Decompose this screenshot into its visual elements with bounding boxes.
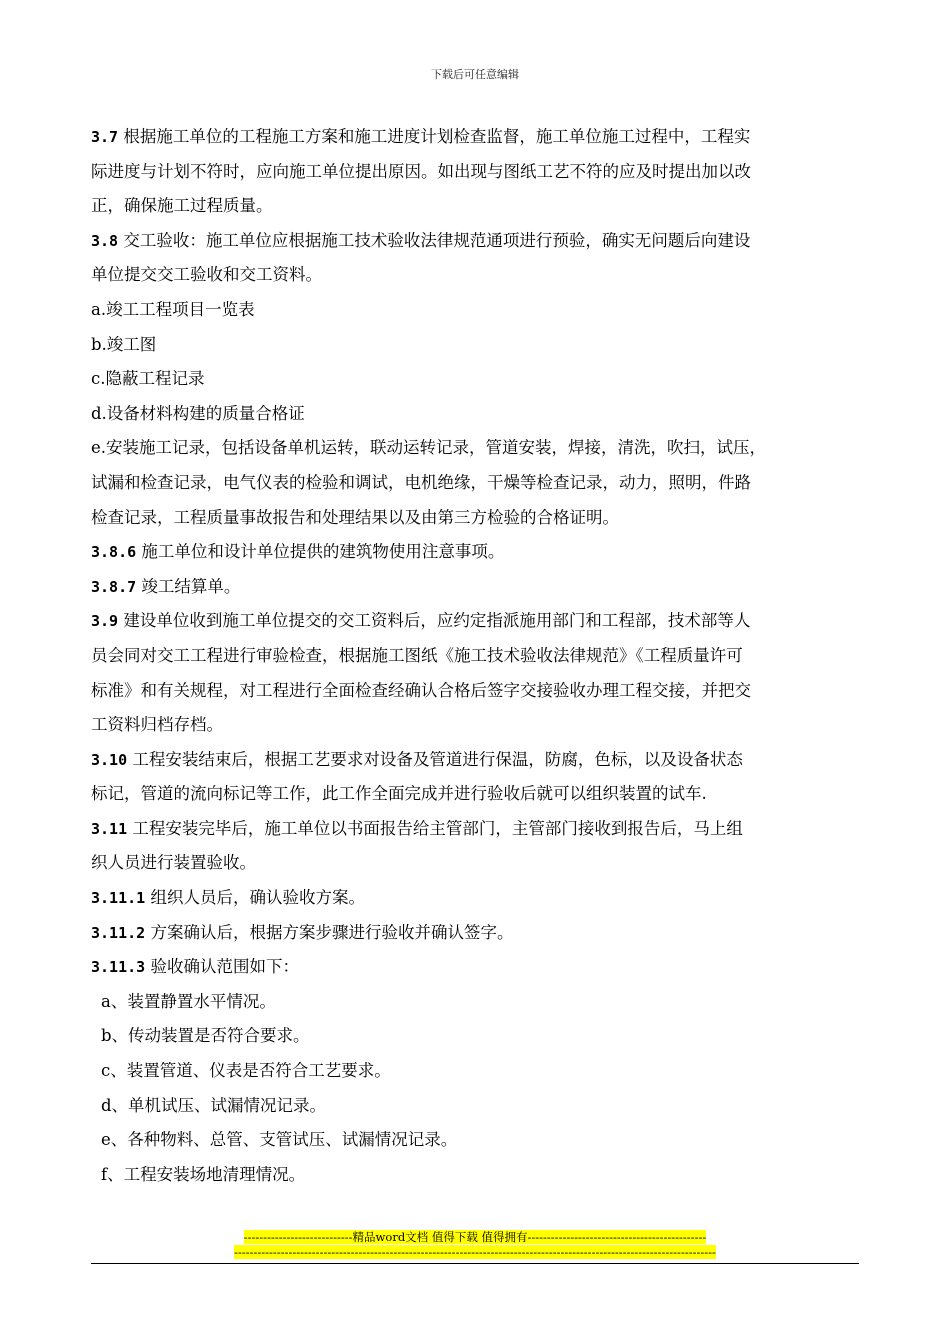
paragraph-line (91, 1089, 869, 1124)
paragraph-line (91, 362, 869, 397)
line-text: 单位提交交工验收和交工资料。 (91, 265, 322, 285)
line-text: 验收确认范围如下： (150, 957, 299, 977)
line-text: 竣工结算单。 (141, 576, 241, 596)
line-text: 检查记录，工程质量事故报告和处理结果以及由第三方检验的合格证明。 (91, 507, 619, 527)
section-number: 3.11.2 (91, 923, 146, 942)
line-text: 织人员进行装置验收。 (91, 853, 256, 873)
paragraph-line (91, 189, 869, 224)
paragraph-line (91, 743, 869, 778)
footer-banner-text-2: ---------------------------------------------------------------------------------------------------------------------------- (234, 1245, 716, 1259)
line-text: 组织人员后，确认验收方案。 (150, 888, 365, 908)
paragraph-line (91, 258, 869, 293)
paragraph-line (91, 466, 869, 501)
line-text: 建设单位收到施工单位提交的交工资料后，应约定指派施用部门和工程部，技术部等人 (123, 611, 751, 631)
paragraph-line (91, 224, 869, 259)
footer-banner-line-1 (0, 1230, 950, 1244)
paragraph-line (91, 639, 869, 674)
line-text: 际进度与计划不符时，应向施工单位提出原因。如出现与图纸工艺不符的应及时提出加以改 (91, 161, 751, 181)
line-text: 正，确保施工过程质量。 (91, 196, 273, 216)
paragraph-line (91, 1158, 869, 1193)
line-text: c.隐蔽工程记录 (91, 369, 205, 389)
paragraph-line (91, 328, 869, 363)
paragraph-line (91, 846, 869, 881)
line-text: c、装置管道、仪表是否符合工艺要求。 (101, 1061, 391, 1081)
line-text: b.竣工图 (91, 334, 157, 354)
paragraph-line (91, 674, 869, 709)
section-number: 3.8.7 (91, 577, 137, 596)
footer-banner-line-2 (0, 1245, 950, 1259)
section-number: 3.11.1 (91, 889, 146, 908)
line-text: e.安装施工记录，包括设备单机运转，联动运转记录，管道安装，焊接，清洗，吹扫，试压， (91, 438, 767, 458)
paragraph-line (91, 397, 869, 432)
section-number: 3.8.6 (91, 543, 137, 562)
paragraph-line (91, 708, 869, 743)
paragraph-line (91, 570, 869, 605)
line-text: d.设备材料构建的质量合格证 (91, 403, 305, 423)
line-text: 标准》和有关规程，对工程进行全面检查经确认合格后签字交接验收办理工程交接，并把交 (91, 680, 751, 700)
paragraph-line (91, 501, 869, 536)
line-text: 方案确认后，根据方案步骤进行验收并确认签字。 (150, 922, 514, 942)
line-text: 工资料归档存档。 (91, 715, 223, 735)
paragraph-line (91, 916, 869, 951)
section-number: 3.8 (91, 231, 119, 250)
line-text: a、装置静置水平情况。 (101, 991, 276, 1011)
line-text: 工程安装结束后，根据工艺要求对设备及管道进行保温，防腐，色标，以及设备状态 (132, 749, 743, 769)
paragraph-line (91, 881, 869, 916)
section-number: 3.11 (91, 819, 128, 838)
line-text: b、传动装置是否符合要求。 (101, 1026, 310, 1046)
paragraph-line (91, 1123, 869, 1158)
line-text: e、各种物料、总管、支管试压、试漏情况记录。 (101, 1130, 458, 1150)
line-text: 根据施工单位的工程施工方案和施工进度计划检查监督，施工单位施工过程中，工程实 (123, 127, 751, 146)
section-number: 3.9 (91, 612, 119, 631)
line-text: a.竣工工程项目一览表 (91, 299, 255, 319)
line-text: 试漏和检查记录，电气仪表的检验和调试，电机绝缘，干燥等检查记录，动力，照明，件路 (91, 472, 751, 492)
paragraph-line (91, 950, 869, 985)
paragraph-line (91, 431, 869, 466)
paragraph-line (91, 293, 869, 328)
paragraph-line (91, 812, 869, 847)
document-body (91, 120, 869, 1192)
section-number: 3.11.3 (91, 958, 146, 977)
line-text: 施工单位和设计单位提供的建筑物使用注意事项。 (141, 542, 505, 562)
page-header: 下载后可任意编辑 (431, 68, 519, 81)
section-number: 3.7 (91, 128, 119, 146)
footer-banner-text-1: ----------------------------精品word文档 值得下载 值得拥有---------------------------------------------- (243, 1230, 707, 1244)
paragraph-line (91, 1019, 869, 1054)
paragraph-line (91, 535, 869, 570)
line-text: 员会同对交工工程进行审验检查，根据施工图纸《施工技术验收法律规范》《工程质量许可 (91, 645, 743, 665)
paragraph-line (91, 1054, 869, 1089)
paragraph-line (91, 155, 869, 190)
paragraph-line (91, 120, 869, 155)
paragraph-line (91, 777, 869, 812)
paragraph-line (91, 604, 869, 639)
line-text: d、单机试压、试漏情况记录。 (101, 1095, 327, 1115)
footer-divider (91, 1263, 859, 1264)
paragraph-line (91, 985, 869, 1020)
line-text: 标记，管道的流向标记等工作，此工作全面完成并进行验收后就可以组织装置的试车. (91, 784, 707, 804)
line-text: f、工程安装场地清理情况。 (101, 1164, 306, 1184)
line-text: 工程安装完毕后，施工单位以书面报告给主管部门，主管部门接收到报告后，马上组 (132, 818, 743, 838)
section-number: 3.10 (91, 750, 128, 769)
line-text: 交工验收：施工单位应根据施工技术验收法律规范通项进行预验，确实无问题后向建设 (123, 230, 751, 250)
